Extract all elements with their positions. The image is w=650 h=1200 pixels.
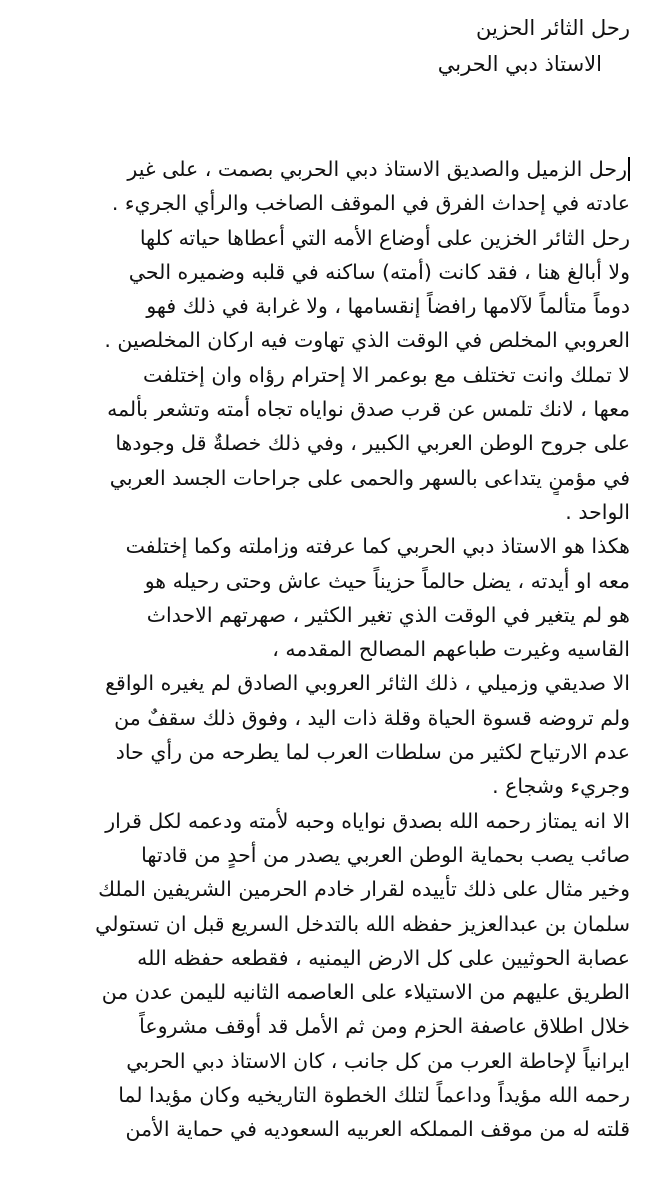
body-line-15: القاسيه وغيرت طباعهم المصالح المقدمه ، [272,637,630,662]
body-line-21: صائب يصب بحماية الوطن العربي يصدر من أحدٍ من قادتها [141,842,630,867]
body-line-7: لا تملك وانت تختلف مع بوعمر الا إحترام رؤاه وان إختلفت [143,362,630,387]
body-line-6: العروبي المخلص في الوقت الذي تهاوت فيه اركان المخلصين . [104,328,630,353]
body-line-11: الواحد . [565,499,630,524]
body-line-19: وجريء وشجاع . [492,774,630,799]
body-line-14: هو لم يتغير في الوقت الذي تغير الكثير ، صهرتهم الاحداث [146,602,630,627]
body-line-2: عادته في إحداث الفرق في الموقف الصاخب والرأي الجريء . [111,191,630,216]
body-line-25: الطريق عليهم من الاستيلاء على العاصمه الثانيه لليمن عدن من [101,980,630,1005]
body-line-4: ولا أبالغ هنا ، فقد كانت (أمته) ساكنه في قلبه وضميره الحي [128,259,630,284]
body-line-8: معها ، لانك تلمس عن قرب صدق نواياه تجاه أمته وتشعر بألمه [107,397,630,422]
article-author: الاستاذ دبي الحربي [437,52,602,76]
body-line-28: رحمه الله مؤيداً وداعماً لتلك الخطوة التاريخيه وكان مؤيدا لما [118,1083,630,1108]
body-line-16: الا صديقي وزميلي ، ذلك الثائر العروبي الصادق لم يغيره الواقع [105,671,630,696]
document-header [70,10,630,82]
body-line-17: ولم تروضه قسوة الحياة وقلة ذات اليد ، وفوق ذلك سقفٌ من [114,705,630,730]
body-line-26: خلال اطلاق عاصفة الحزم ومن ثم الأمل قد أوقف مشروعاً [139,1014,630,1039]
body-line-22: وخير مثال على ذلك تأييده لقرار خادم الحرمين الشريفين الملك [98,877,630,902]
body-line-27: ايرانياً لإحاطة العرب من كل جانب ، كان الاستاذ دبي الحربي [126,1048,630,1073]
body-line-10: في مؤمنٍ يتداعى بالسهر والحمى على جراحات الجسد العربي [109,465,630,490]
body-line-20: الا انه يمتاز رحمه الله بصدق نواياه وحبه لأمته ودعمه لكل قرار [105,808,630,833]
body-line-5: دوماً متألماً لآلامها رافضاً إنقسامها ، ولا غرابة في ذلك فهو [146,294,630,319]
text-cursor [628,157,630,181]
body-line-1 [18,152,630,186]
body-line-text: رحل الزميل والصديق الاستاذ دبي الحربي بصمت ، على غير [127,157,627,181]
body-line-24: عصابة الحوثيين على كل الارض اليمنيه ، فقطعه حفظه الله [137,945,630,970]
body-line-29: قلته له من موقف المملكه العربيه السعوديه في حماية الأمن [125,1117,630,1142]
body-line-13: معه او أيدته ، يضل حالماً حزيناً حيث عاش وحتى رحيله هو [144,568,630,593]
body-line-9: على جروح الوطن العربي الكبير ، وفي ذلك خصلةٌ قل وجودها [115,431,630,456]
body-line-3: رحل الثائر الخزين على أوضاع الأمه التي أعطاها حياته كلها [139,225,630,250]
body-line-18: عدم الارتياح لكثير من سلطات العرب لما يطرحه من رأي حاد [115,740,630,765]
article-title: رحل الثائر الحزين [476,16,630,40]
body-line-23: سلمان بن عبدالعزيز حفظه الله بالتدخل السريع قبل ان تستولي [95,911,630,936]
article-body[interactable] [18,152,630,1147]
body-line-12: هكذا هو الاستاذ دبي الحربي كما عرفته وزاملته وكما إختلفت [125,534,630,559]
